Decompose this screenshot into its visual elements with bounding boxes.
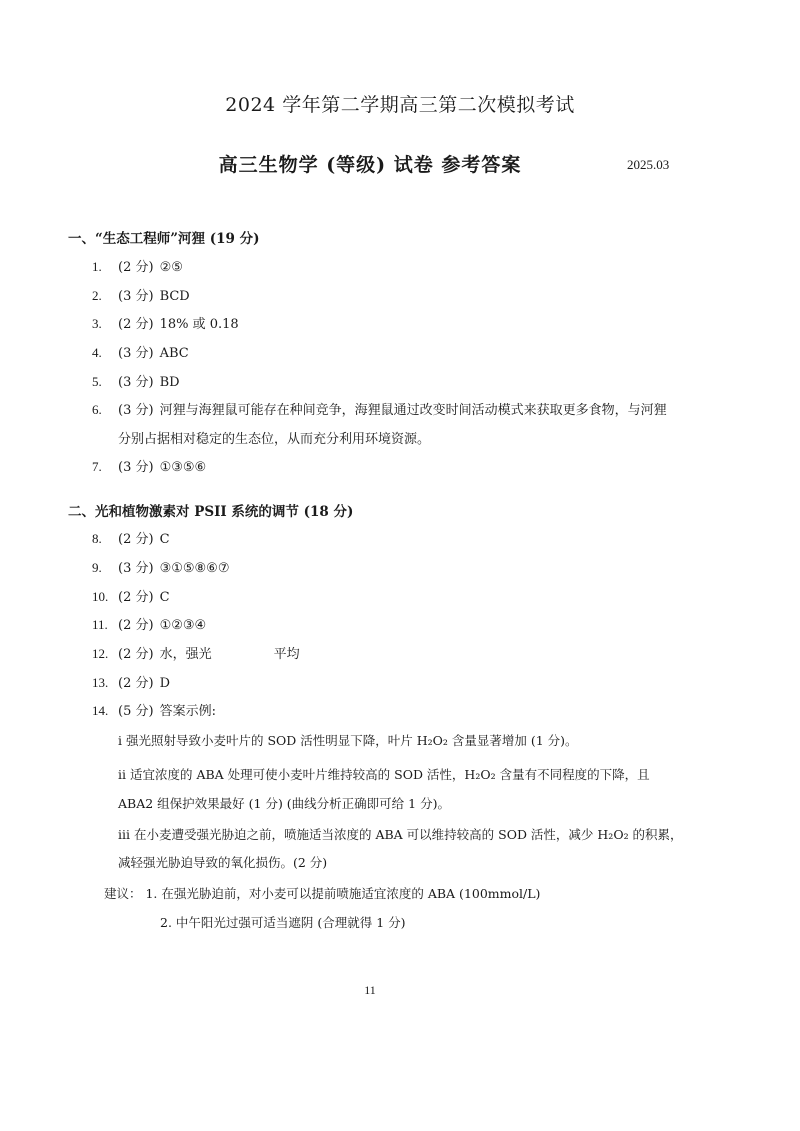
q14-point-i: i 强光照射导致小麦叶片的 SOD 活性明显下降，叶片 H₂O₂ 含量显著增加 (1 分)。 (118, 733, 578, 748)
paper-title: 高三生物学 (等级) 试卷 参考答案 (218, 154, 522, 176)
question-points: (2 分) (118, 618, 154, 633)
q14-point-ii-line2: ABA2 组保护效果最好 (1 分) (曲线分析正确即可给 1 分)。 (118, 796, 450, 811)
question-number: 13. (92, 675, 109, 690)
question-answer: BD (159, 375, 180, 390)
paper-date: 2025.03 (627, 157, 670, 172)
question-number: 14. (92, 703, 109, 718)
question-points: (2 分) (118, 676, 154, 691)
q14-point-iii-line2: 减轻强光胁迫导致的氧化损伤。(2 分) (118, 855, 328, 870)
q14-point-ii-line1: ii 适宜浓度的 ABA 处理可使小麦叶片维持较高的 SOD 活性，H₂O₂ 含量有不同程度的下降，且 (118, 767, 650, 782)
question-answer: ②⑤ (159, 260, 183, 275)
question-points: (3 分) (118, 561, 154, 576)
page-number: 11 (364, 983, 376, 997)
q14-point-iii-line1: iii 在小麦遭受强光胁迫之前，喷施适当浓度的 ABA 可以维持较高的 SOD 活性，减少 H₂O₂ 的积累， (118, 827, 683, 842)
question-answer-2: 平均 (273, 647, 300, 662)
question-answer: 河狸与海狸鼠可能存在种间竞争，海狸鼠通过改变时间活动模式来获取更多食物，与河狸 (159, 403, 667, 418)
section-2-title: 二、光和植物激素对 PSII 系统的调节 (18 分) (68, 504, 354, 520)
question-number: 5. (92, 374, 102, 389)
exam-title: 2024 学年第二学期高三第二次模拟考试 (225, 94, 575, 116)
question-number: 10. (92, 589, 109, 604)
question-7 (92, 456, 206, 475)
question-answer: ABC (159, 346, 189, 361)
q14-suggestion-2: 2. 中午阳光过强可适当遮阴 (合理就得 1 分) (160, 915, 406, 930)
question-number: 3. (92, 316, 102, 331)
question-answer: BCD (159, 289, 190, 304)
question-number: 7. (92, 459, 102, 474)
question-points: (2 分) (118, 532, 154, 547)
question-number: 9. (92, 560, 102, 575)
question-points: (2 分) (118, 590, 154, 605)
question-number: 11. (92, 617, 108, 632)
question-answer: D (159, 676, 170, 691)
question-answer: ①③⑤⑥ (159, 460, 207, 475)
question-number: 2. (92, 288, 102, 303)
question-points: (2 分) (118, 317, 154, 332)
question-10 (92, 586, 170, 605)
question-answer: 水，强光 (159, 647, 212, 662)
question-points: (3 分) (118, 460, 154, 475)
question-answer: C (159, 532, 170, 547)
question-number: 6. (92, 402, 102, 417)
question-points: (3 分) (118, 375, 154, 390)
question-number: 1. (92, 259, 102, 274)
question-answer: C (159, 590, 170, 605)
question-points: (3 分) (118, 346, 154, 361)
question-3 (92, 313, 239, 332)
section-1-title: 一、“生态工程师”河狸 (19 分) (68, 231, 260, 247)
question-14 (92, 700, 216, 719)
question-points: (2 分) (118, 260, 154, 275)
q14-suggestion-1: 建议： 1. 在强光胁迫前，对小麦可以提前喷施适宜浓度的 ABA (100mmol/L) (104, 886, 541, 901)
question-11 (92, 614, 206, 633)
question-answer: 18% 或 0.18 (159, 317, 239, 332)
question-number: 8. (92, 531, 102, 546)
question-5 (92, 371, 180, 390)
question-6 (92, 399, 667, 418)
question-points: (2 分) (118, 647, 154, 662)
question-8 (92, 528, 170, 547)
question-answer: ①②③④ (159, 618, 207, 633)
question-4 (92, 342, 189, 361)
question-13 (92, 672, 170, 691)
question-answer: 答案示例: (159, 704, 216, 719)
question-points: (5 分) (118, 704, 154, 719)
question-12 (92, 643, 300, 662)
question-answer: ③①⑤⑧⑥⑦ (159, 561, 230, 576)
question-1 (92, 256, 183, 275)
question-number: 12. (92, 646, 109, 661)
question-2 (92, 285, 190, 304)
question-number: 4. (92, 345, 102, 360)
question-points: (3 分) (118, 403, 154, 418)
question-6-continuation: 分别占据相对稳定的生态位，从而充分利用环境资源。 (118, 432, 431, 447)
question-9 (92, 557, 230, 576)
question-points: (3 分) (118, 289, 154, 304)
